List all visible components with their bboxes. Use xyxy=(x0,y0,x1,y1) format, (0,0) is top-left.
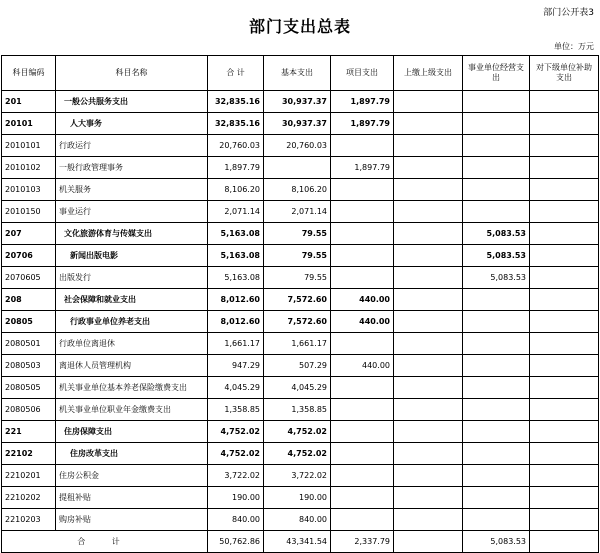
business-expenditure-cell xyxy=(463,201,530,223)
total-cell: 4,752.02 xyxy=(208,421,264,443)
table-row xyxy=(2,509,599,531)
subsidy-cell xyxy=(530,245,599,267)
total-cell: 32,835.16 xyxy=(208,91,264,113)
table-row xyxy=(2,179,599,201)
code-cell: 2080503 xyxy=(2,355,56,377)
business-expenditure-cell: 5,083.53 xyxy=(463,267,530,289)
code-cell: 2010102 xyxy=(2,157,56,179)
business-expenditure-cell: 5,083.53 xyxy=(463,245,530,267)
upper-remittance-cell xyxy=(394,509,463,531)
name-cell: 提租补贴 xyxy=(56,487,208,509)
basic-expenditure-cell: 79.55 xyxy=(264,267,331,289)
project-expenditure-cell xyxy=(331,421,394,443)
subsidy-cell xyxy=(530,487,599,509)
subsidy-cell xyxy=(530,377,599,399)
upper-remittance-cell xyxy=(394,311,463,333)
name-cell: 住房保障支出 xyxy=(56,421,208,443)
total-cell: 5,163.08 xyxy=(208,245,264,267)
subsidy-cell xyxy=(530,91,599,113)
basic-expenditure-cell: 507.29 xyxy=(264,355,331,377)
business-expenditure-cell xyxy=(463,443,530,465)
business-expenditure-cell xyxy=(463,333,530,355)
table-row xyxy=(2,245,599,267)
name-cell: 住房改革支出 xyxy=(56,443,208,465)
table-row xyxy=(2,443,599,465)
code-cell: 2010103 xyxy=(2,179,56,201)
basic-expenditure-cell: 7,572.60 xyxy=(264,289,331,311)
subsidy-cell xyxy=(530,421,599,443)
subsidy-cell xyxy=(530,135,599,157)
subsidy-cell xyxy=(530,399,599,421)
table-row xyxy=(2,465,599,487)
basic-expenditure-cell: 190.00 xyxy=(264,487,331,509)
code-cell: 2010150 xyxy=(2,201,56,223)
business-expenditure-cell xyxy=(463,289,530,311)
total-project-cell: 2,337.79 xyxy=(331,531,394,553)
business-expenditure-cell xyxy=(463,377,530,399)
project-expenditure-cell xyxy=(331,465,394,487)
total-subsidy-cell xyxy=(530,531,599,553)
total-cell: 3,722.02 xyxy=(208,465,264,487)
total-cell: 8,106.20 xyxy=(208,179,264,201)
basic-expenditure-cell xyxy=(264,157,331,179)
name-cell: 购房补贴 xyxy=(56,509,208,531)
project-expenditure-cell xyxy=(331,201,394,223)
total-cell: 1,661.17 xyxy=(208,333,264,355)
upper-remittance-cell xyxy=(394,333,463,355)
code-cell: 2070605 xyxy=(2,267,56,289)
basic-expenditure-cell: 30,937.37 xyxy=(264,91,331,113)
business-expenditure-cell xyxy=(463,465,530,487)
subsidy-cell xyxy=(530,179,599,201)
page-title: 部门支出总表 xyxy=(248,17,351,36)
total-cell: 4,752.02 xyxy=(208,443,264,465)
total-cell: 50,762.86 xyxy=(208,531,264,553)
upper-remittance-cell xyxy=(394,157,463,179)
code-cell: 207 xyxy=(2,223,56,245)
column-header: 基本支出 xyxy=(264,56,331,91)
upper-remittance-cell xyxy=(394,245,463,267)
basic-expenditure-cell: 840.00 xyxy=(264,509,331,531)
project-expenditure-cell xyxy=(331,245,394,267)
upper-remittance-cell xyxy=(394,223,463,245)
upper-remittance-cell xyxy=(394,135,463,157)
project-expenditure-cell xyxy=(331,333,394,355)
upper-remittance-cell xyxy=(394,289,463,311)
table-row xyxy=(2,289,599,311)
table-row xyxy=(2,311,599,333)
table-row xyxy=(2,113,599,135)
project-expenditure-cell: 440.00 xyxy=(331,289,394,311)
upper-remittance-cell xyxy=(394,91,463,113)
table-row xyxy=(2,377,599,399)
table-row xyxy=(2,333,599,355)
basic-expenditure-cell: 1,661.17 xyxy=(264,333,331,355)
name-cell: 一般公共服务支出 xyxy=(56,91,208,113)
table-row xyxy=(2,267,599,289)
business-expenditure-cell xyxy=(463,487,530,509)
name-cell: 出版发行 xyxy=(56,267,208,289)
total-basic-cell: 43,341.54 xyxy=(264,531,331,553)
project-expenditure-cell xyxy=(331,179,394,201)
column-header: 科目编码 xyxy=(2,56,56,91)
code-cell: 2210202 xyxy=(2,487,56,509)
business-expenditure-cell xyxy=(463,91,530,113)
total-cell: 32,835.16 xyxy=(208,113,264,135)
upper-remittance-cell xyxy=(394,465,463,487)
upper-remittance-cell xyxy=(394,487,463,509)
column-header: 合 计 xyxy=(208,56,264,91)
basic-expenditure-cell: 1,358.85 xyxy=(264,399,331,421)
project-expenditure-cell xyxy=(331,399,394,421)
table-row xyxy=(2,399,599,421)
basic-expenditure-cell: 20,760.03 xyxy=(264,135,331,157)
total-cell: 8,012.60 xyxy=(208,289,264,311)
total-cell: 20,760.03 xyxy=(208,135,264,157)
total-cell: 1,358.85 xyxy=(208,399,264,421)
code-cell: 20805 xyxy=(2,311,56,333)
name-cell: 机关事业单位职业年金缴费支出 xyxy=(56,399,208,421)
business-expenditure-cell xyxy=(463,157,530,179)
name-cell: 行政事业单位养老支出 xyxy=(56,311,208,333)
upper-remittance-cell xyxy=(394,267,463,289)
subsidy-cell xyxy=(530,311,599,333)
project-expenditure-cell: 440.00 xyxy=(331,311,394,333)
project-expenditure-cell xyxy=(331,509,394,531)
total-cell: 1,897.79 xyxy=(208,157,264,179)
table-row xyxy=(2,223,599,245)
code-cell: 20706 xyxy=(2,245,56,267)
business-expenditure-cell xyxy=(463,355,530,377)
total-upper-cell xyxy=(394,531,463,553)
basic-expenditure-cell: 30,937.37 xyxy=(264,113,331,135)
project-expenditure-cell xyxy=(331,487,394,509)
upper-remittance-cell xyxy=(394,443,463,465)
name-cell: 行政运行 xyxy=(56,135,208,157)
table-number-label: 部门公开表3 xyxy=(543,8,594,18)
upper-remittance-cell xyxy=(394,113,463,135)
upper-remittance-cell xyxy=(394,179,463,201)
project-expenditure-cell: 1,897.79 xyxy=(331,113,394,135)
code-cell: 20101 xyxy=(2,113,56,135)
business-expenditure-cell xyxy=(463,399,530,421)
project-expenditure-cell: 1,897.79 xyxy=(331,157,394,179)
column-header: 上缴上级支出 xyxy=(394,56,463,91)
basic-expenditure-cell: 2,071.14 xyxy=(264,201,331,223)
column-header: 对下级单位补助支出 xyxy=(530,56,599,91)
code-cell: 2080501 xyxy=(2,333,56,355)
name-cell: 事业运行 xyxy=(56,201,208,223)
project-expenditure-cell xyxy=(331,443,394,465)
name-cell: 新闻出版电影 xyxy=(56,245,208,267)
subsidy-cell xyxy=(530,509,599,531)
upper-remittance-cell xyxy=(394,377,463,399)
code-cell: 208 xyxy=(2,289,56,311)
total-cell: 5,163.08 xyxy=(208,267,264,289)
subsidy-cell xyxy=(530,465,599,487)
business-expenditure-cell xyxy=(463,135,530,157)
code-cell: 2210203 xyxy=(2,509,56,531)
subsidy-cell xyxy=(530,113,599,135)
name-cell: 离退休人员管理机构 xyxy=(56,355,208,377)
total-cell: 2,071.14 xyxy=(208,201,264,223)
code-cell: 221 xyxy=(2,421,56,443)
basic-expenditure-cell: 3,722.02 xyxy=(264,465,331,487)
table-row xyxy=(2,157,599,179)
table-row xyxy=(2,421,599,443)
upper-remittance-cell xyxy=(394,421,463,443)
project-expenditure-cell xyxy=(331,267,394,289)
name-cell: 住房公积金 xyxy=(56,465,208,487)
business-expenditure-cell xyxy=(463,179,530,201)
basic-expenditure-cell: 4,045.29 xyxy=(264,377,331,399)
subsidy-cell xyxy=(530,289,599,311)
name-cell: 机关事业单位基本养老保险缴费支出 xyxy=(56,377,208,399)
total-cell: 5,163.08 xyxy=(208,223,264,245)
code-cell: 2010101 xyxy=(2,135,56,157)
header-row xyxy=(2,56,599,91)
basic-expenditure-cell: 79.55 xyxy=(264,223,331,245)
project-expenditure-cell xyxy=(331,135,394,157)
code-cell: 2080505 xyxy=(2,377,56,399)
table-row xyxy=(2,135,599,157)
basic-expenditure-cell: 7,572.60 xyxy=(264,311,331,333)
table-row xyxy=(2,91,599,113)
table-row xyxy=(2,201,599,223)
business-expenditure-cell xyxy=(463,113,530,135)
name-cell: 文化旅游体育与传媒支出 xyxy=(56,223,208,245)
total-label: 合 计 xyxy=(2,531,208,553)
upper-remittance-cell xyxy=(394,201,463,223)
subsidy-cell xyxy=(530,267,599,289)
subsidy-cell xyxy=(530,201,599,223)
total-business-cell: 5,083.53 xyxy=(463,531,530,553)
name-cell: 社会保障和就业支出 xyxy=(56,289,208,311)
total-cell: 4,045.29 xyxy=(208,377,264,399)
project-expenditure-cell xyxy=(331,223,394,245)
name-cell: 行政单位离退休 xyxy=(56,333,208,355)
upper-remittance-cell xyxy=(394,355,463,377)
subsidy-cell xyxy=(530,157,599,179)
basic-expenditure-cell: 79.55 xyxy=(264,245,331,267)
basic-expenditure-cell: 4,752.02 xyxy=(264,443,331,465)
expenditure-table xyxy=(1,55,599,553)
business-expenditure-cell xyxy=(463,421,530,443)
upper-remittance-cell xyxy=(394,399,463,421)
column-header: 项目支出 xyxy=(331,56,394,91)
project-expenditure-cell: 440.00 xyxy=(331,355,394,377)
column-header: 科目名称 xyxy=(56,56,208,91)
total-cell: 190.00 xyxy=(208,487,264,509)
code-cell: 22102 xyxy=(2,443,56,465)
total-cell: 947.29 xyxy=(208,355,264,377)
name-cell: 人大事务 xyxy=(56,113,208,135)
basic-expenditure-cell: 8,106.20 xyxy=(264,179,331,201)
name-cell: 机关服务 xyxy=(56,179,208,201)
subsidy-cell xyxy=(530,223,599,245)
code-cell: 201 xyxy=(2,91,56,113)
table-row xyxy=(2,487,599,509)
table-row xyxy=(2,355,599,377)
code-cell: 2080506 xyxy=(2,399,56,421)
project-expenditure-cell xyxy=(331,377,394,399)
total-cell: 8,012.60 xyxy=(208,311,264,333)
table-body xyxy=(2,91,599,531)
subsidy-cell xyxy=(530,355,599,377)
column-header: 事业单位经营支出 xyxy=(463,56,530,91)
basic-expenditure-cell: 4,752.02 xyxy=(264,421,331,443)
total-row xyxy=(2,531,599,553)
business-expenditure-cell: 5,083.53 xyxy=(463,223,530,245)
subsidy-cell xyxy=(530,333,599,355)
project-expenditure-cell: 1,897.79 xyxy=(331,91,394,113)
business-expenditure-cell xyxy=(463,311,530,333)
unit-label: 单位：万元 xyxy=(554,42,594,51)
name-cell: 一般行政管理事务 xyxy=(56,157,208,179)
total-cell: 840.00 xyxy=(208,509,264,531)
code-cell: 2210201 xyxy=(2,465,56,487)
subsidy-cell xyxy=(530,443,599,465)
business-expenditure-cell xyxy=(463,509,530,531)
